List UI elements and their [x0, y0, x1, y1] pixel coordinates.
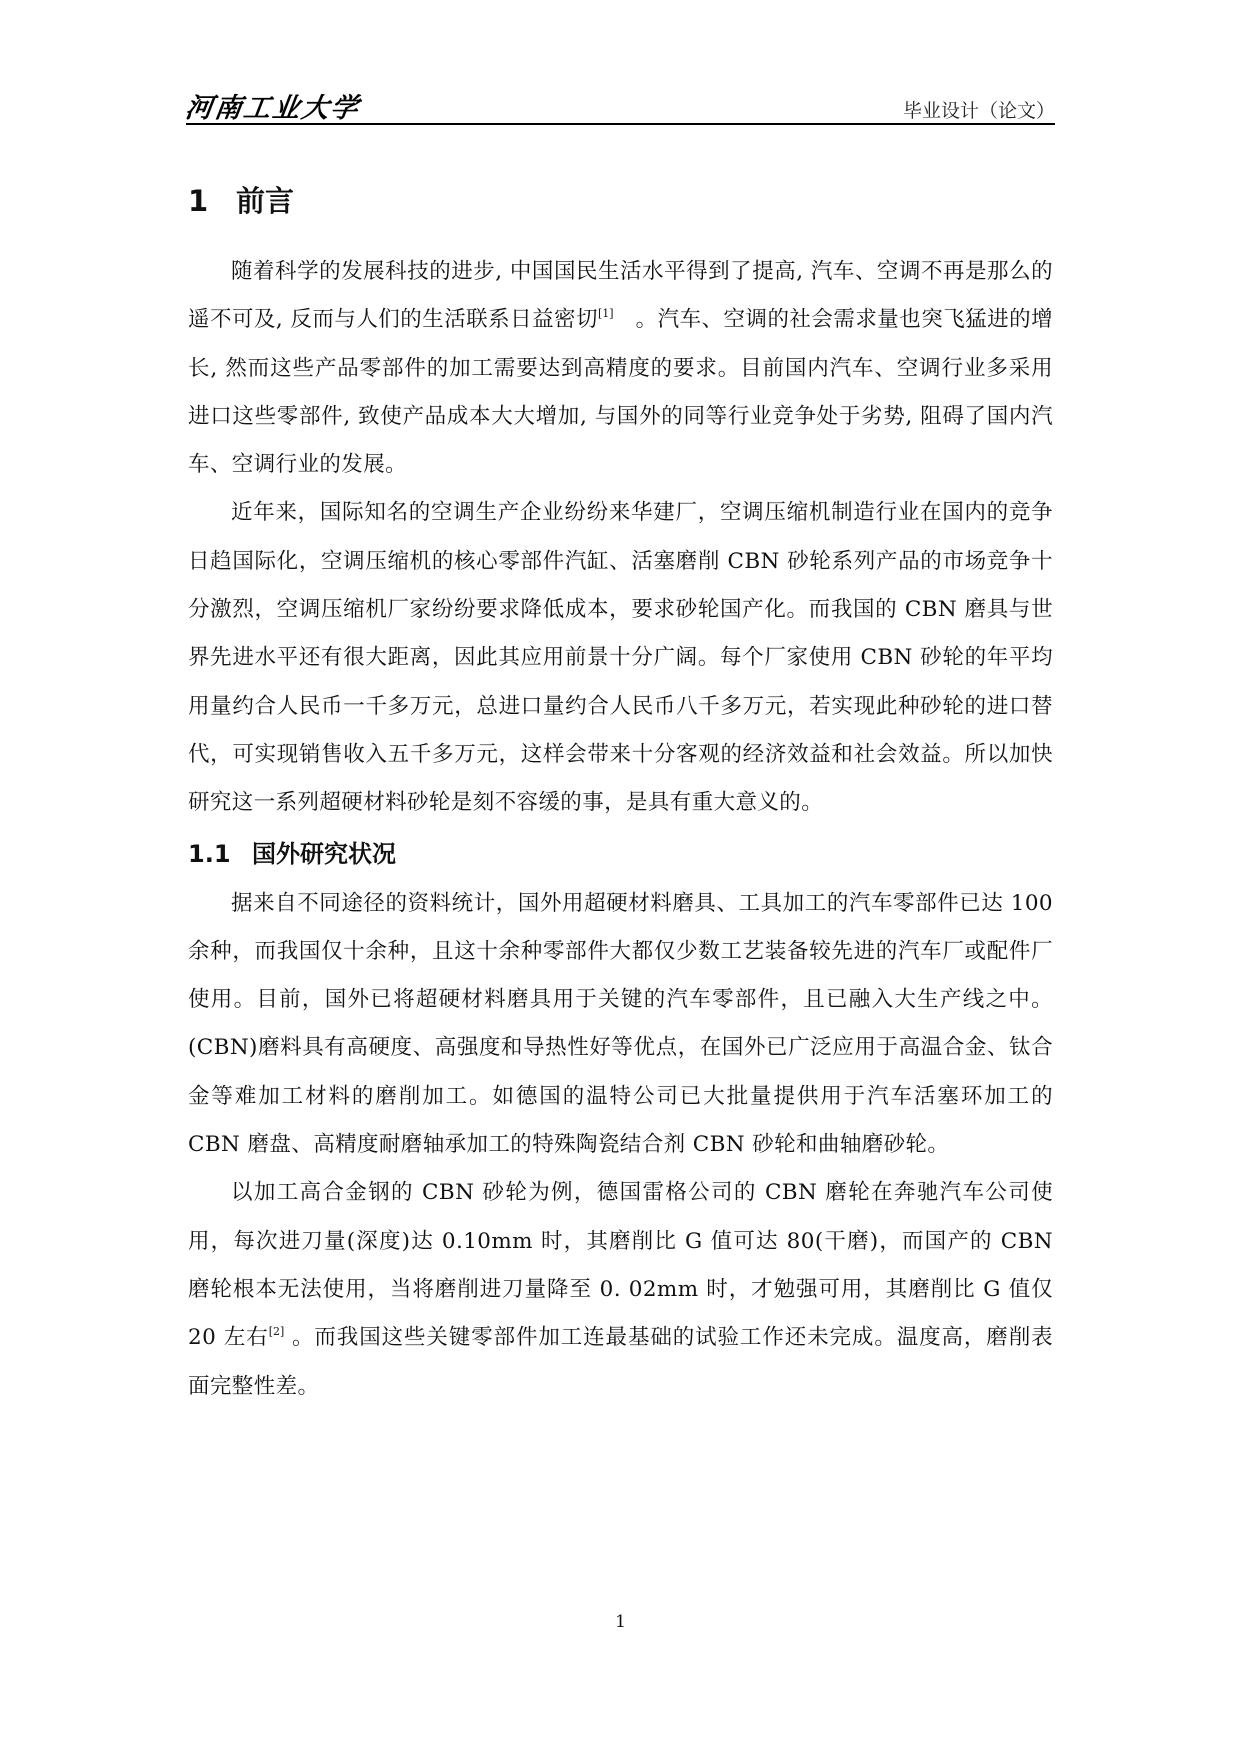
- page-number: 1: [615, 1612, 626, 1632]
- section-heading-1: [188, 176, 1053, 226]
- paragraph: 据来自不同途径的资料统计，国外用超硬材料磨具、工具加工的汽车零部件已达 100 余种，而我国仅十余种，且这十余种零部件大都仅少数工艺装备较先进的汽车厂或配件厂使用。目前，国外已将超硬材料磨具用于关键的汽车零部件，且已融入大生产线之中。(CBN)磨料具有高硬度、高强度和导热性好等优点，在国外已广泛应用于高温合金、钛合金等难加工材料的磨削加工。如德国的温特公司已大批量提供用于汽车活塞环加工的 CBN 磨盘、高精度耐磨轴承加工的特殊陶瓷结合剂 CBN 砂轮和曲轴磨砂轮。: [188, 890, 1053, 1158]
- header-doc-type: 毕业设计（论文）: [902, 100, 1055, 122]
- paragraph: [188, 1169, 1053, 1410]
- citation-ref: [2]: [268, 1325, 285, 1339]
- paragraph-text: 随着科学的发展科技的进步, 中国国民生活水平得到了提高, 汽车、空调不再是那么的遥不可及, 反而与人们的生活联系日益密切: [188, 259, 1053, 333]
- citation-ref: [1]: [598, 307, 614, 321]
- subsection-number: 1.1: [188, 839, 231, 868]
- paragraph: [188, 248, 1053, 489]
- subsection-title: 国外研究状况: [252, 839, 396, 868]
- section-title: 前言: [236, 184, 295, 218]
- paragraph: 近年来，国际知名的空调生产企业纷纷来华建厂，空调压缩机制造行业在国内的竞争日趋国际化，空调压缩机的核心零部件汽缸、活塞磨削 CBN 砂轮系列产品的市场竞争十分激烈，空调压缩机厂家纷纷要求降低成本，要求砂轮国产化。而我国的 CBN 磨具与世界先进水平还有很大距离，因此其应用前景十分广阔。每个厂家使用 CBN 砂轮的年平均用量约合人民币一千多万元，总进口量约合人民币八千多万元，若实现此种砂轮的进口替代，可实现销售收入五千多万元，这样会带来十分客观的经济效益和社会效益。所以加快研究这一系列超硬材料砂轮是刻不容缓的事，是具有重大意义的。: [188, 500, 1053, 816]
- section-heading-1-1: [188, 828, 1053, 880]
- paragraph-text: 。而我国这些关键零部件加工连最基础的试验工作还未完成。温度高，磨削表面完整性差。: [188, 1325, 1053, 1399]
- paragraph-text: 以加工高合金钢的 CBN 砂轮为例，德国雷格公司的 CBN 磨轮在奔驰汽车公司使用，每次进刀量(深度)达 0.10mm 时，其磨削比 G 值可达 80(干磨)，而国产的 CBN 磨轮根本无法使用，当将磨削进刀量降至 0. 02mm 时，才勉强可用，其磨削比 G 值仅 20 左右: [188, 1180, 1053, 1351]
- university-logo: 河南工业大学: [183, 93, 362, 124]
- section-number: 1: [188, 184, 209, 218]
- paragraph-text: 。汽车、空调的社会需求量也突飞猛进的增长, 然而这些产品零部件的加工需要达到高精度的要求。目前国内汽车、空调行业多采用进口这些零部件, 致使产品成本大大增加, 与国外的同等行业竞争处于劣势, 阻碍了国内汽车、空调行业的发展。: [188, 307, 1053, 478]
- main-content: [188, 176, 1053, 1411]
- header-divider: [186, 123, 1055, 125]
